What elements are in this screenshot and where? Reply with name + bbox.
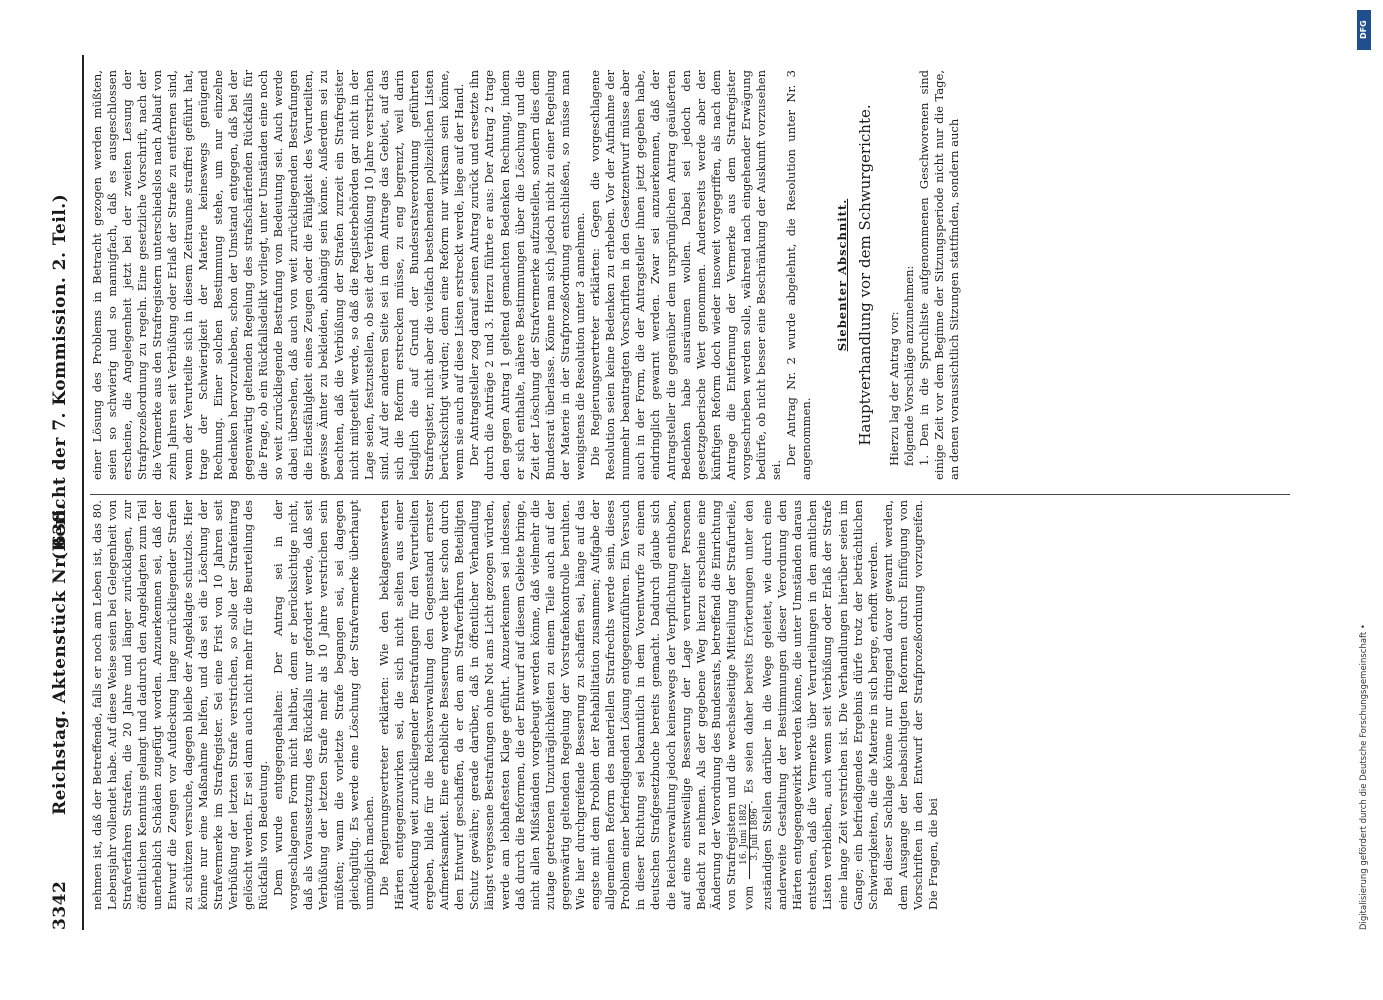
dfg-logo: DFG — [1357, 10, 1371, 50]
list-item: 1. Den in die Spruchliste aufgenommenen Geschworenen sind einige Zeit vor dem Beginne der Sitzungsperiode nicht nur die Tage, an denen voraussichtlich Sitzungen stattfinden, sondern auch — [916, 70, 962, 480]
running-head-left: Reichstag. Aktenstück Nr. 638. — [50, 503, 70, 815]
paragraph: einer Lösung des Problems in Betracht gezogen werden müßten, seien so schwierig und so mannigfach, daß es ausgeschlossen erscheine, die Angelegenheit jetzt bei der zweiten Lesung der Strafprozeßordnung zu regeln. Eine gesetzliche Vorschrift, nach der die Vermerke aus den Strafregistern unterschiedslos nach Ablauf von zehn Jahren seit Verbüßung oder Erlaß der Strafe zu entfernen sind, wenn der Verurteilte sich in diesem Zeitraume straffrei geführt hat, trage der Schwierigkeit der Materie keineswegs genügend Rechnung. Einer solchen Bestimmung stehe, um nur einzelne Bedenken hervorzuheben, schon der Umstand entgegen, daß bei der gegenwärtig geltenden Regelung des strafschärfenden Rückfalls für die Frage, ob ein Rückfallsdelikt vorliegt, unter Umständen eine noch so weit zurückliegende Bestrafung von Bedeutung sei. Auch werde dabei übersehen, daß auch von weit zurückliegenden Bestrafungen die Eidesfähigkeit eines Zeugen oder die Fähigkeit des Verurteilten, gewisse Ämter zu bekleiden, abhängig sein könne. Außerdem sei zu beachten, daß die Verbüßung der Strafen zurzeit ein Strafregister nicht mitgeteilt werde, so daß die Registerbehörden gar nicht in der Lage seien, festzustellen, ob seit der Verbüßung 10 Jahre verstrichen sind. Auf der anderen Seite sei in dem Antrage das Gebiet, auf das sich die Reform erstrecken müsse, zu eng begrenzt, weil darin lediglich die auf Grund der Bundesratsverordnung geführten Strafregister, nicht aber die vielfach bestehenden polizeilichen Listen berücksichtigt würden; denn eine Reform nur wirksam sein könne, wenn sie auch auf diese Listen erstreckt werde, liege auf der Hand. — [90, 70, 467, 480]
paragraph: Der Antragsteller zog darauf seinen Antrag zurück und ersetzte ihn durch die Anträge 2 und 3. Hierzu führte er aus: Der Antrag 2 trage den gegen Antrag 1 geltend gemachten Bedenken Rechnung, indem er sich enthalte, nähere Bestimmungen über die Löschung und die Zeit der Löschung der Strafvermerke aufzustellen, sondern dies dem Bundesrat überlasse. Könne man sich jedoch nicht zu einer Regelung der Materie in der Strafprozeßordnung entschließen, so müsse man wenigstens die Resolution unter 3 annehmen. — [467, 70, 587, 480]
date-fraction — [739, 804, 760, 879]
paragraph: Der Antrag Nr. 2 wurde abgelehnt, die Resolution unter Nr. 3 angenommen. — [784, 70, 814, 480]
section-subtitle: Hauptverhandlung vor dem Schwurgerichte. — [855, 104, 874, 446]
paragraph: Hierzu lag der Antrag vor: — [886, 311, 901, 466]
column-divider — [90, 494, 1290, 495]
left-column — [90, 500, 941, 910]
digitization-credit: Digitalisierung gefördert durch die Deutsche Forschungsgemeinschaft • — [1359, 624, 1369, 930]
sidebar-credit — [1359, 10, 1373, 990]
paragraph: Dem wurde entgegengehalten: Der Antrag sei in der vorgeschlagenen Form nicht haltbar, denn er berücksichtige nicht, daß als Voraussetzung des Rückfalls nur gefordert werde, daß seit Verbüßung der letzten Strafe mehr als 10 Jahre verstrichen sein müßten; wann die vorletzte Strafe begangen sei, sei dagegen gleichgültig. Es werde eine Löschung der Strafvermerke überhaupt unmöglich machen. — [271, 500, 376, 910]
section-title: Siebenter Abschnitt. — [834, 198, 849, 352]
header-rule — [82, 55, 84, 930]
page-header — [50, 55, 80, 930]
right-column — [90, 70, 962, 480]
fraction-numerator: 16. Juni 1882 — [739, 804, 750, 879]
paragraph — [377, 500, 881, 910]
page-number: 3342 — [50, 880, 70, 930]
paragraph-text: . Es seien daher bereits Erörterungen unter den zuständigen Stellen darüber in die Wege geleitet, wie durch eine anderweite Gestaltung der Bestimmungen dieser Verordnung den Härten entgegengewirkt werden könne, die unter Umständen daraus entstehen, daß die Vermerke über Verurteilungen in den amtlichen Listen verbleiben, auch wenn seit Verbüßung oder Erlaß der Strafe eine lange Zeit verstrichen ist. Die Verhandlungen hierüber seien im Gange; ein befriedigendes Ergebnis dürfe trotz der beträchtlichen Schwierigkeiten, die die Materie in sich berge, erhofft werden. — [741, 499, 880, 910]
fraction-denominator: 3. Juli 1896 — [750, 808, 761, 861]
running-head-right: (Bericht der 7. Kommission. 2. Teil.) — [50, 193, 70, 560]
paragraph: Bei dieser Sachlage könne nur dringend davor gewarnt werden, dem Ausgange der beabsichtigten Reformen durch Einfügung von Vorschriften in den Entwurf der Strafprozeßordnung vorzugreifen. Die Fragen, die bei — [880, 500, 941, 910]
paragraph: folgende Vorschläge anzunehmen: — [901, 265, 916, 466]
paragraph: Die Regierungsvertreter erklärten: Gegen die vorgeschlagene Resolution seien keine Bedenken zu erheben. Vor der Aufnahme der nunmehr beantragten Vorschriften in den Gesetzentwurf müsse aber auch in der Form, die der Antragsteller ihnen jetzt gegeben habe, eindringlich gewarnt werden. Zwar sei anzuerkennen, daß der Antragsteller die gegenüber dem ursprünglichen Antrag geäußerten Bedenken habe ausräumen wollen. Dabei sei jedoch den gesetzgeberische Wert genommen. Andererseits werde aber der künftigen Reform doch wieder insoweit vorgegriffen, als nach dem Antrage die Entfernung der Vermerke aus dem Strafregister vorgeschrieben werden solle, während nach eingehender Erwägung bedürfe, ob nicht besser eine Beschränkung der Auskunft vorzusehen sei. — [588, 70, 784, 480]
paragraph: nehmen ist, daß der Betreffende, falls er noch am Leben ist, das 80. Lebensjahr vollendet habe. Auf diese Weise seien bei Gelegenheit von Strafverfahren Strafen, die 20 Jahre und länger zurücklagen, zur öffentlichen Kenntnis gelangt und dadurch den Angeklagten zum Teil unerheblich Schäden zugefügt worden. Anzuerkennen sei, daß der Entwurf die Zeugen vor Aufdeckung lange zurückliegender Strafen zu schützen versuche, dagegen bleibe der Angeklagte schutzlos. Hier könne nur eine Maßnahme helfen, und das sei die Löschung der Strafvermerke im Strafregister. Sei eine Frist von 10 Jahren seit Verbüßung der letzten Strafe verstrichen, so solle der Strafeintrag gelöscht werden. Er sei dann auch nicht mehr für die Beurteilung des Rückfalls von Bedeutung. — [90, 500, 271, 910]
paragraph-text: Die Regierungsvertreter erklärten: Wie den beklagenswerten Härten entgegenzuwirken sei, die sich nicht selten aus einer Aufdeckung weit zurückliegender Bestrafungen für den Verurteilten ergeben, bilde für die Reichsverwaltung den Gegenstand ernster Aufmerksamkeit. Eine erhebliche Besserung werde hier schon durch den Entwurf geschaffen, da er den am Strafverfahren Beteiligten Schutz gewähre; gerade darüber, daß in öffentlicher Verhandlung längst vergessene Bestrafungen ohne Not ans Licht gezogen würden, werde am lebhaftesten Klage geführt. Anzuerkennen sei indessen, daß durch die Reformen, die der Entwurf auf diesem Gebiete bringe, nicht allen Mißständen vorgebeugt werden könne, daß vielmehr die zutage getretenen Unzuträglichkeiten zu einem Teile auch auf der gegenwärtig geltenden Regelung der Vorstrafenkontrolle beruhten. Wie hier durchgreifende Besserung zu schaffen sei, hänge auf das engste mit dem Problem der Rehabilitation zusammen; Aufgabe der allgemeinen Reform des materiellen Strafrechts werde sein, dieses Problem einer befriedigenden Lösung entgegenzuführen. Ein Versuch in dieser Richtung sei bekanntlich in dem Vorentwurfe zu einem deutschen Strafgesetzbuche bereits gemacht. Dadurch glaube sich die Reichsverwaltung jedoch keineswegs der Verpflichtung enthoben, auf eine einstweilige Besserung der Lage verurteilter Personen Bedacht zu nehmen. Als der gegebene Weg hierzu erscheine eine Änderung der Verordnung des Bundesrats, betreffend die Einrichtung von Strafregistern und die wechselseitige Mitteilung der Strafurteile, vom — [376, 500, 756, 910]
